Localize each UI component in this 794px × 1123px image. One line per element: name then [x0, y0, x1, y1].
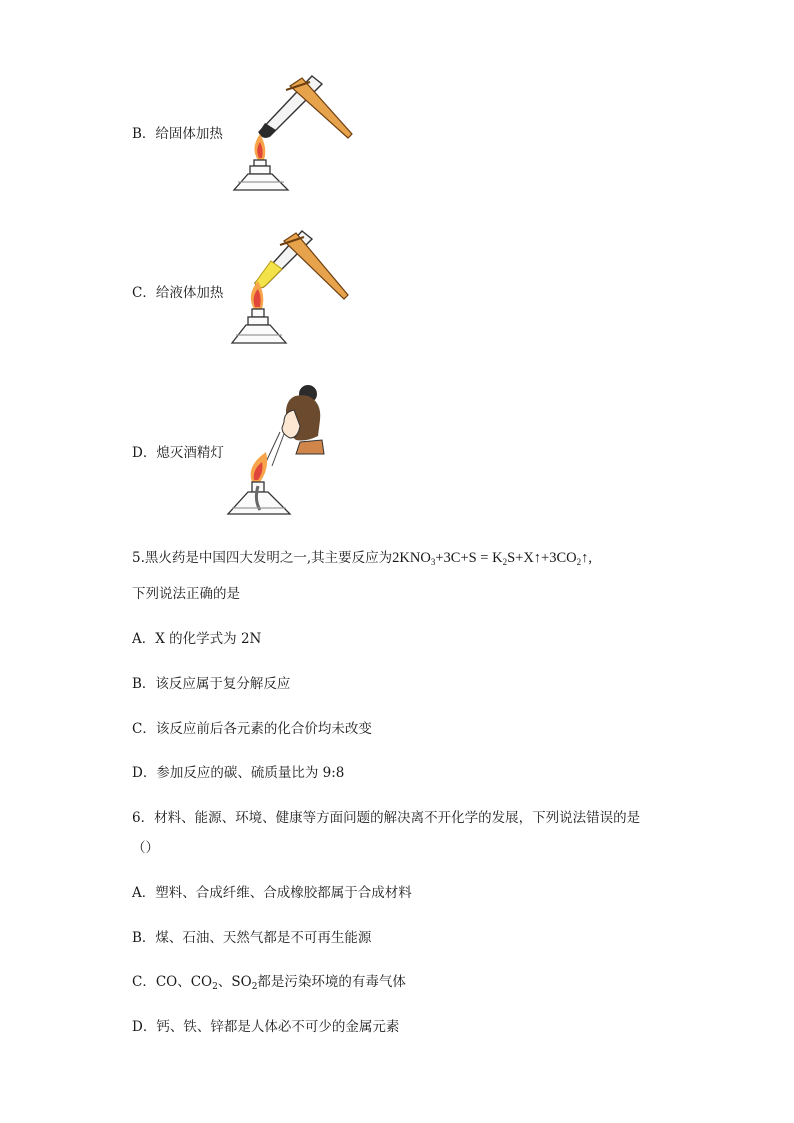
q6-option-b: B．煤、石油、天然气都是不可再生能源 — [132, 930, 372, 946]
alcohol-lamp-icon — [234, 160, 288, 190]
q6-paren: （） — [132, 840, 159, 856]
q5-option-b: B．该反应属于复分解反应 — [132, 676, 291, 692]
q5-option-a: A．X 的化学式为 2N — [132, 631, 262, 647]
option-b-heat-solid: B．给固体加热 — [132, 126, 223, 142]
option-d-extinguish-lamp: D．熄灭酒精灯 — [132, 445, 224, 461]
flame-icon — [251, 452, 268, 482]
heat-liquid-figure — [230, 225, 355, 355]
blow-out-lamp-figure — [226, 382, 338, 524]
q6-option-d: D．钙、铁、锌都是人体必不可少的金属元素 — [132, 1019, 400, 1035]
q6-option-a: A．塑料、合成纤维、合成橡胶都属于合成材料 — [132, 885, 412, 901]
option-c-heat-liquid: C．给液体加热 — [132, 285, 224, 301]
q5-equation: $2KNO_3+3C+S$ = $K_2S+X↑+3CO_2↑$, — [392, 550, 593, 567]
q5-stem-text: 5.黑火药是中国四大发明之一,其主要反应为 — [132, 550, 393, 566]
alcohol-lamp-icon — [228, 482, 290, 514]
q6-option-c: C．CO、$CO_2$、$SO_2$都是污染环境的有毒气体 — [132, 974, 406, 992]
q5-stem-line2: 下列说法正确的是 — [132, 586, 240, 602]
q5-option-c: C．该反应前后各元素的化合价均未改变 — [132, 721, 372, 737]
breath-lines-icon — [266, 432, 284, 466]
q6-stem: 6．材料、能源、环境、健康等方面问题的解决离不开化学的发展，下列说法错误的是 — [132, 810, 641, 826]
flame-icon — [254, 134, 265, 160]
alcohol-lamp-icon — [232, 309, 286, 343]
tube-holder-icon — [280, 233, 348, 299]
heat-solid-figure — [230, 68, 355, 193]
person-head-icon — [282, 385, 324, 454]
q5-stem-line1 — [132, 549, 592, 567]
q5-option-d: D．参加反应的碳、硫质量比为 9:8 — [132, 765, 345, 781]
